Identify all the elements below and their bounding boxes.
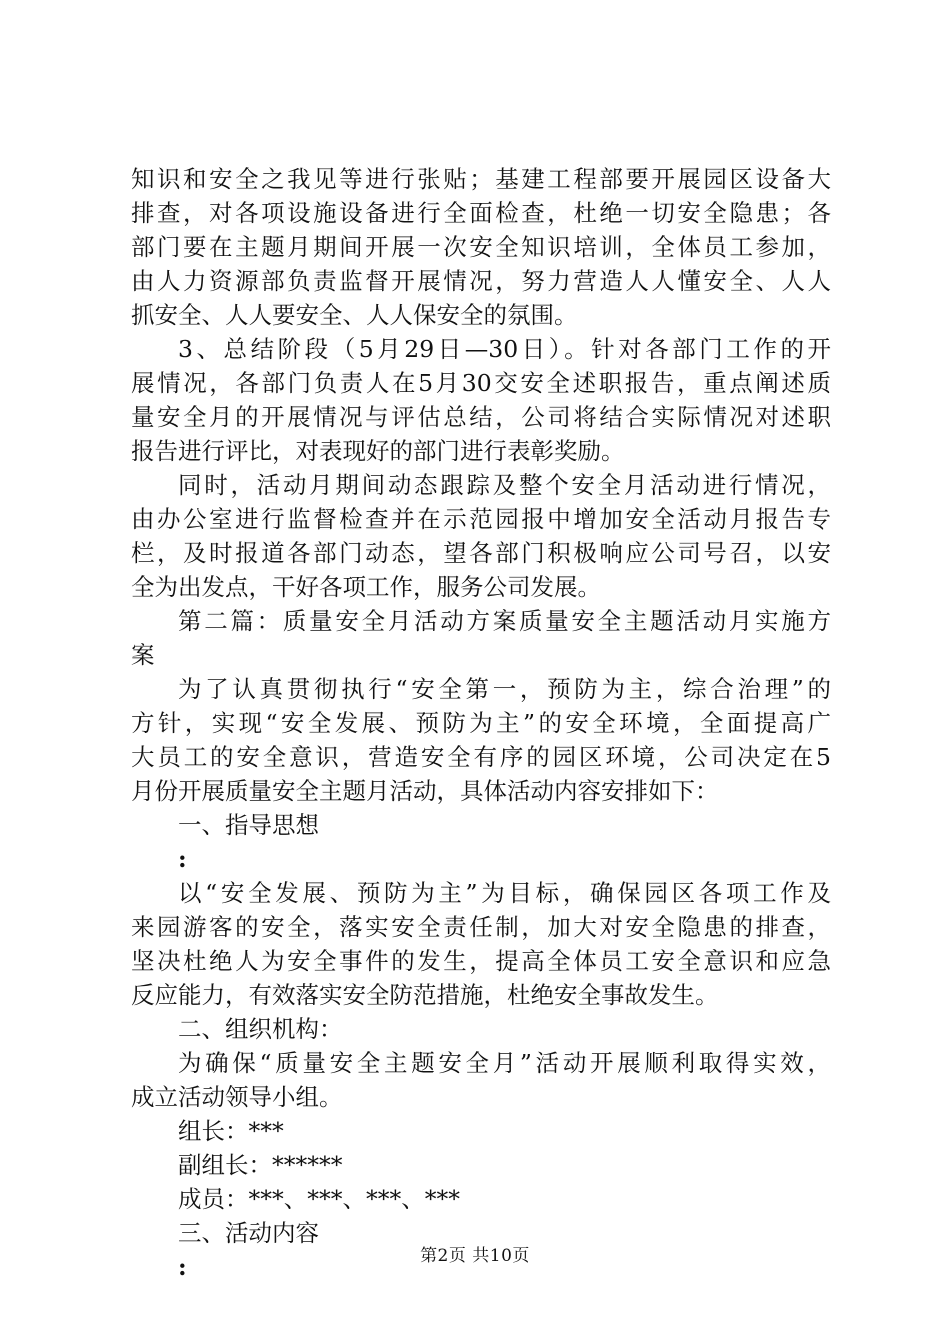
text-line: 为确保“质量安全主题安全月”活动开展顺利取得实效， <box>178 1049 831 1077</box>
text-line: 展情况，各部门负责人在5月30交安全述职报告，重点阐述质 <box>131 369 831 397</box>
text-line: 报告进行评比，对表现好的部门进行表彰奖励。 <box>131 437 625 465</box>
text-line: 第二篇：质量安全月活动方案质量安全主题活动月实施方 <box>178 607 831 635</box>
text-line: 全为出发点，干好各项工作，服务公司发展。 <box>131 573 601 601</box>
text-line: 抓安全、人人要安全、人人保安全的氛围。 <box>131 301 578 329</box>
text-line: 大员工的安全意识，营造安全有序的园区环境，公司决定在5 <box>131 743 831 771</box>
text-line: 月份开展质量安全主题月活动，具体活动内容安排如下： <box>131 777 719 805</box>
document-body <box>131 162 831 1284</box>
text-line: 量安全月的开展情况与评估总结，公司将结合实际情况对述职 <box>131 403 831 431</box>
text-line: 二、组织机构： <box>178 1015 343 1043</box>
text-line: 为了认真贯彻执行“安全第一，预防为主，综合治理”的 <box>178 675 831 703</box>
text-line: 副组长：****** <box>178 1151 343 1179</box>
text-line: 成立活动领导小组。 <box>131 1083 343 1111</box>
text-line: 来园游客的安全，落实安全责任制，加大对安全隐患的排查， <box>131 913 831 941</box>
text-line: 案 <box>131 641 155 669</box>
text-line: 反应能力，有效落实安全防范措施，杜绝安全事故发生。 <box>131 981 719 1009</box>
text-line: 由人力资源部负责监督开展情况，努力营造人人懂安全、人人 <box>131 267 831 295</box>
text-line: 知识和安全之我见等进行张贴；基建工程部要开展园区设备大 <box>131 165 831 193</box>
text-line: 3、总结阶段（5月29日—30日）。针对各部门工作的开 <box>178 335 831 363</box>
text-line: 组长：*** <box>178 1117 284 1145</box>
text-line: 成员：***、***、***、*** <box>178 1185 460 1213</box>
text-line: 同时，活动月期间动态跟踪及整个安全月活动进行情况， <box>178 471 831 499</box>
text-line: 方针，实现“安全发展、预防为主”的安全环境，全面提高广 <box>131 709 831 737</box>
page-footer: 第2页 共10页 <box>420 1246 530 1266</box>
text-line: 栏，及时报道各部门动态，望各部门积极响应公司号召，以安 <box>131 539 831 567</box>
text-line: 三、活动内容 <box>178 1219 319 1247</box>
text-line: : <box>178 845 187 873</box>
text-line: 部门要在主题月期间开展一次安全知识培训，全体员工参加， <box>131 233 831 261</box>
text-line: 排查，对各项设施设备进行全面检查，杜绝一切安全隐患；各 <box>131 199 831 227</box>
text-line: 一、指导思想 <box>178 811 319 839</box>
text-line: 坚决杜绝人为安全事件的发生，提高全体员工安全意识和应急 <box>131 947 831 975</box>
text-line: 以“安全发展、预防为主”为目标，确保园区各项工作及 <box>178 879 831 907</box>
text-line: 由办公室进行监督检查并在示范园报中增加安全活动月报告专 <box>131 505 831 533</box>
text-line: : <box>178 1253 187 1281</box>
